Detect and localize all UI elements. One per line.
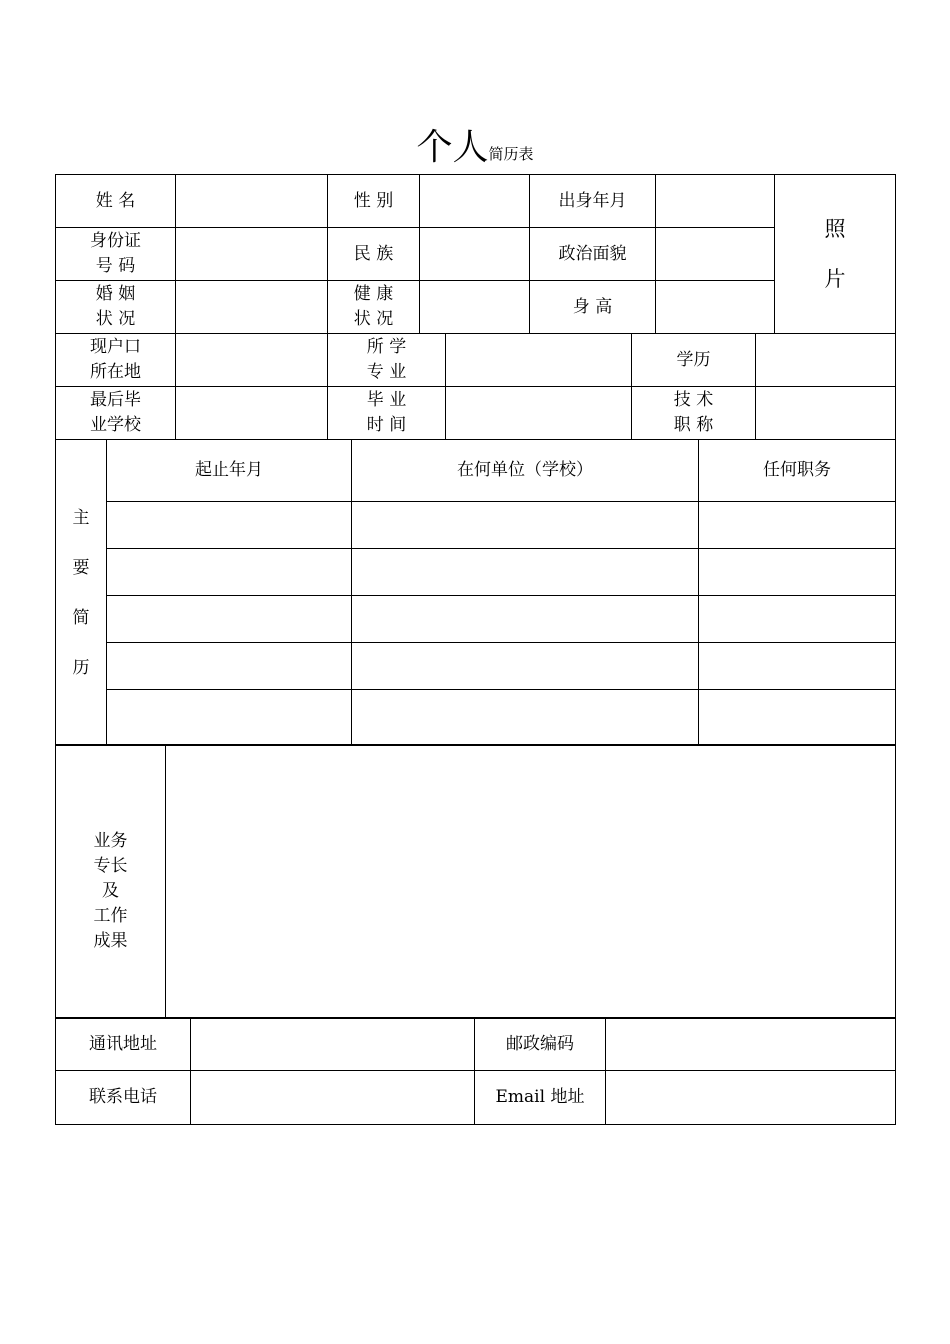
resume-side-char-2: 要	[72, 557, 90, 578]
major-label	[328, 334, 446, 387]
table-row	[56, 643, 896, 690]
expertise-label-2: 专长	[93, 856, 128, 876]
education-table	[55, 333, 896, 440]
resume-side-char-4: 历	[72, 657, 90, 678]
id-card-label-1: 身份证	[90, 231, 141, 251]
height-label: 身 高	[530, 281, 656, 334]
photo-label-2: 片	[824, 267, 846, 291]
major-field[interactable]	[446, 334, 632, 387]
photo-box[interactable]	[775, 175, 896, 334]
major-label-2: 专 业	[366, 362, 407, 382]
contact-table	[55, 1017, 896, 1125]
hukou-label	[56, 334, 176, 387]
school-label-1: 最后毕	[90, 390, 141, 410]
expertise-label	[56, 745, 166, 1019]
health-label-1: 健 康	[353, 284, 394, 304]
degree-field[interactable]	[756, 334, 896, 387]
resume-period-cell[interactable]	[107, 549, 352, 596]
resume-period-cell[interactable]	[107, 596, 352, 643]
phone-label: 联系电话	[56, 1071, 191, 1125]
grad-time-label	[328, 387, 446, 440]
email-field[interactable]	[606, 1071, 896, 1125]
expertise-label-3: 及	[102, 881, 119, 901]
title-main: 个人	[416, 127, 489, 168]
resume-position-cell[interactable]	[699, 690, 896, 746]
resume-side-label	[56, 440, 107, 746]
title-sub: 简历表	[488, 145, 534, 163]
id-card-label	[56, 228, 176, 281]
basic-info-table	[55, 174, 896, 334]
height-field[interactable]	[656, 281, 775, 334]
grad-time-label-1: 毕 业	[366, 390, 407, 410]
marital-label	[56, 281, 176, 334]
resume-header-position: 任何职务	[699, 440, 896, 502]
marital-label-2: 状 况	[95, 309, 136, 329]
photo-label-1: 照	[824, 217, 846, 241]
expertise-table	[55, 744, 896, 1019]
table-row	[56, 502, 896, 549]
school-field[interactable]	[176, 387, 328, 440]
marital-field[interactable]	[176, 281, 328, 334]
expertise-label-1: 业务	[93, 831, 128, 851]
resume-unit-cell[interactable]	[352, 502, 699, 549]
hukou-field[interactable]	[176, 334, 328, 387]
email-label: Email 地址	[475, 1071, 606, 1125]
health-field[interactable]	[420, 281, 530, 334]
tech-title-label-1: 技 术	[673, 390, 714, 410]
resume-side-char-1: 主	[72, 507, 90, 528]
grad-time-field[interactable]	[446, 387, 632, 440]
resume-position-cell[interactable]	[699, 549, 896, 596]
school-label-2: 业学校	[90, 415, 141, 435]
political-field[interactable]	[656, 228, 775, 281]
tech-title-label	[632, 387, 756, 440]
expertise-label-5: 成果	[93, 931, 128, 951]
resume-unit-cell[interactable]	[352, 596, 699, 643]
health-label-2: 状 况	[353, 309, 394, 329]
resume-header-period: 起止年月	[107, 440, 352, 502]
resume-period-cell[interactable]	[107, 502, 352, 549]
tech-title-label-2: 职 称	[673, 415, 714, 435]
tech-title-field[interactable]	[756, 387, 896, 440]
gender-label: 性 别	[328, 175, 420, 228]
address-label: 通讯地址	[56, 1018, 191, 1071]
id-card-label-2: 号 码	[95, 256, 136, 276]
ethnicity-label: 民 族	[328, 228, 420, 281]
ethnicity-field[interactable]	[420, 228, 530, 281]
gender-field[interactable]	[420, 175, 530, 228]
id-card-field[interactable]	[176, 228, 328, 281]
expertise-field[interactable]	[166, 745, 896, 1019]
resume-header-unit: 在何单位（学校）	[352, 440, 699, 502]
address-field[interactable]	[191, 1018, 475, 1071]
grad-time-label-2: 时 间	[366, 415, 407, 435]
resume-table	[55, 439, 896, 746]
resume-position-cell[interactable]	[699, 643, 896, 690]
resume-period-cell[interactable]	[107, 690, 352, 746]
major-label-1: 所 学	[366, 337, 407, 357]
hukou-label-2: 所在地	[90, 362, 141, 382]
health-label	[328, 281, 420, 334]
table-row	[56, 549, 896, 596]
postcode-label: 邮政编码	[475, 1018, 606, 1071]
postcode-field[interactable]	[606, 1018, 896, 1071]
resume-position-cell[interactable]	[699, 596, 896, 643]
marital-label-1: 婚 姻	[95, 284, 136, 304]
resume-unit-cell[interactable]	[352, 549, 699, 596]
resume-period-cell[interactable]	[107, 643, 352, 690]
degree-label: 学历	[632, 334, 756, 387]
name-field[interactable]	[176, 175, 328, 228]
resume-position-cell[interactable]	[699, 502, 896, 549]
name-label: 姓 名	[56, 175, 176, 228]
birth-label: 出身年月	[530, 175, 656, 228]
phone-field[interactable]	[191, 1071, 475, 1125]
political-label: 政治面貌	[530, 228, 656, 281]
resume-unit-cell[interactable]	[352, 690, 699, 746]
document-title	[0, 128, 950, 174]
birth-field[interactable]	[656, 175, 775, 228]
resume-side-char-3: 简	[72, 607, 90, 628]
table-row	[56, 690, 896, 746]
resume-unit-cell[interactable]	[352, 643, 699, 690]
table-row	[56, 596, 896, 643]
expertise-label-4: 工作	[93, 906, 128, 926]
school-label	[56, 387, 176, 440]
hukou-label-1: 现户口	[90, 337, 141, 357]
